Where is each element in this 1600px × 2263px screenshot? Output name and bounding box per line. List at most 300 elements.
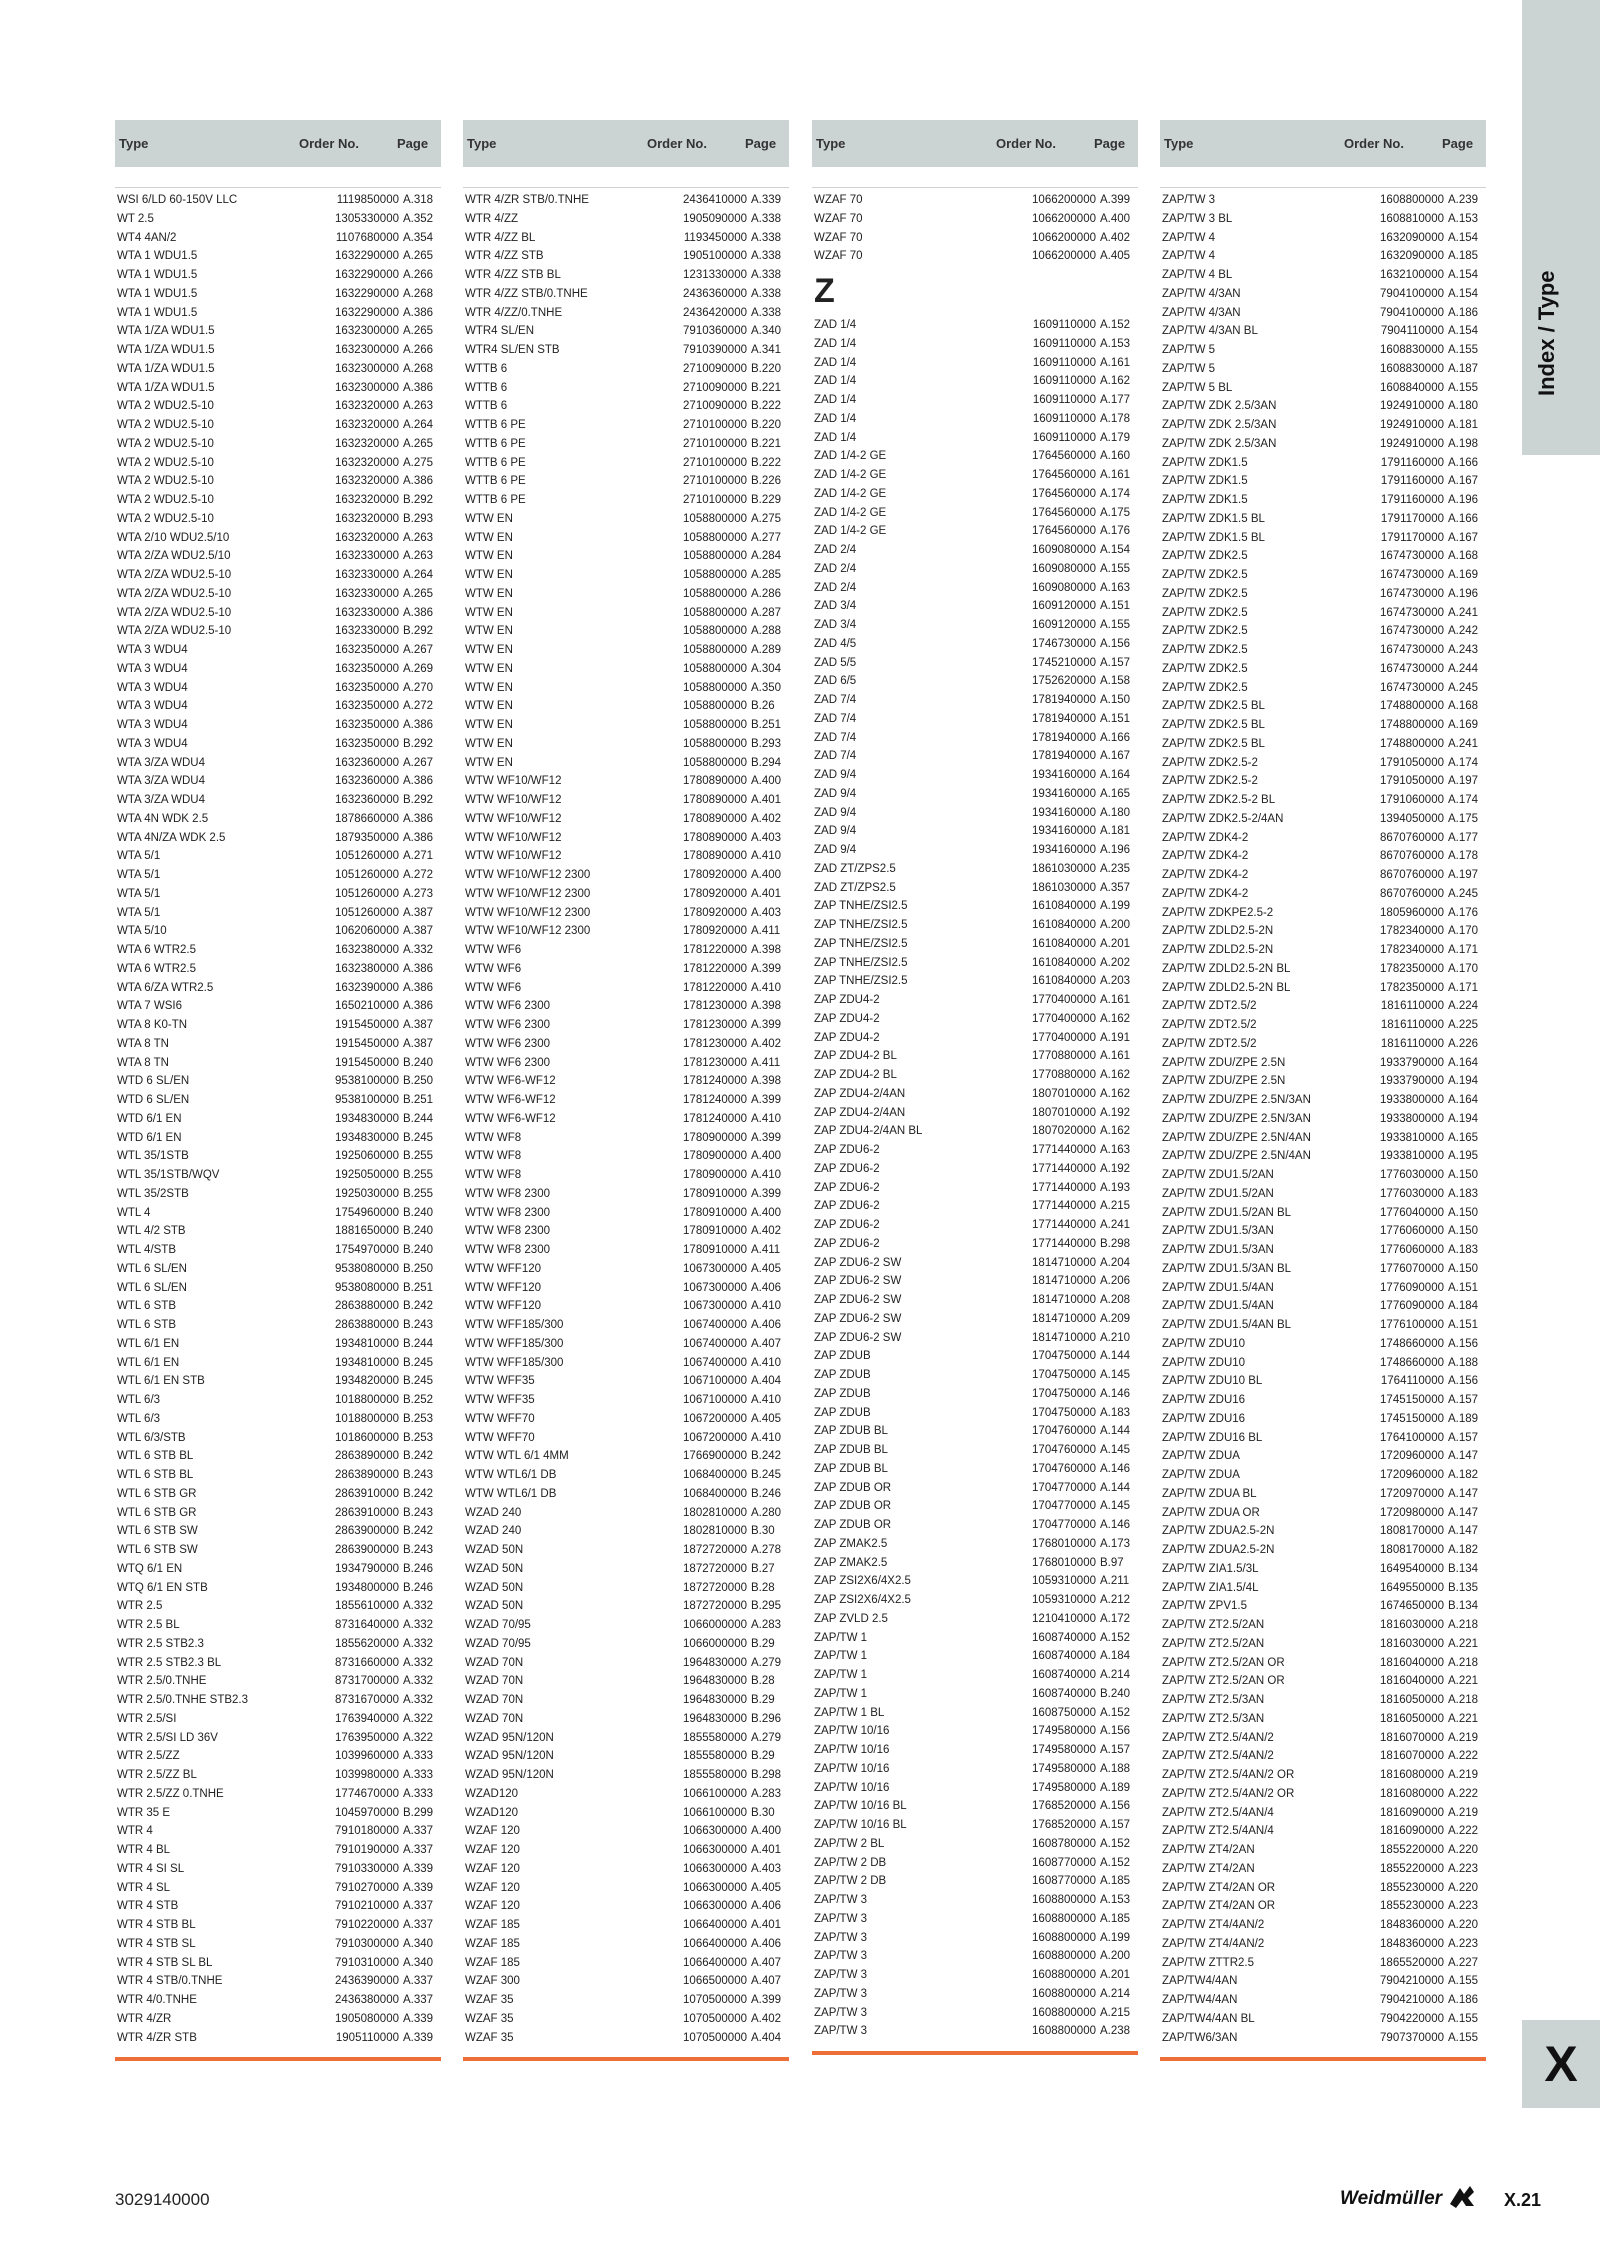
index-row (115, 1710, 441, 1729)
entry-type: ZAP ZDUB (814, 1350, 871, 1363)
entry-order-no: 1816110000 (1380, 1019, 1444, 1031)
entry-order-no: 1608740000 (1032, 1650, 1096, 1663)
index-row (812, 1929, 1138, 1948)
index-row (463, 716, 789, 735)
entry-order-no: 1934830000 (335, 1131, 399, 1144)
index-row (1160, 1691, 1486, 1710)
entry-page: A.357 (1100, 881, 1131, 894)
entry-type: WTR 2.5/SI LD 36V (117, 1731, 218, 1744)
index-row (115, 1335, 441, 1354)
entry-order-no: 1610840000 (1032, 975, 1096, 988)
index-row (812, 1179, 1138, 1198)
index-row (812, 1629, 1138, 1648)
index-row (812, 1722, 1138, 1741)
entry-type: WTA 2/ZA WDU2.5/10 (117, 550, 231, 563)
entry-page: B.220 (751, 362, 782, 375)
entry-page: A.209 (1100, 1312, 1131, 1325)
entry-order-no: 1674730000 (1380, 644, 1444, 656)
entry-order-no: 1768520000 (1032, 1819, 1096, 1831)
index-row (115, 1916, 441, 1935)
entry-type: ZAP/TW ZDUA BL (1162, 1487, 1257, 1500)
entry-page: A.227 (1448, 1956, 1479, 1969)
entry-type: WTL 6/1 EN (117, 1356, 180, 1369)
index-row (115, 885, 441, 904)
entry-order-no: 1231330000 (683, 269, 747, 281)
index-row (1160, 1054, 1486, 1073)
entry-page: A.223 (1448, 1862, 1479, 1875)
entry-type: WTR 4/ZR STB/0.TNHE (465, 194, 589, 206)
index-row (463, 2029, 789, 2048)
entry-type: ZAP/TW ZT4/2AN (1162, 1862, 1255, 1875)
entry-type: WTA 3/ZA WDU4 (117, 756, 205, 769)
entry-order-no: 1059310000 (1032, 1575, 1096, 1588)
entry-order-no: 1018800000 (335, 1412, 399, 1425)
entry-order-no: 2710090000 (683, 400, 747, 413)
index-row (1160, 435, 1486, 454)
entry-type: ZAP/TW ZDU1.5/2AN (1162, 1187, 1274, 1200)
entry-page: A.400 (751, 1825, 782, 1838)
entry-type: ZAP/TW ZDKPE2.5-2 (1162, 906, 1274, 919)
index-row (812, 1891, 1138, 1910)
entry-order-no: 1933810000 (1380, 1150, 1444, 1163)
entry-order-no: 7907370000 (1380, 2031, 1444, 2044)
entry-page: A.171 (1448, 981, 1479, 994)
entry-order-no: 1764560000 (1032, 506, 1096, 519)
index-row (1160, 1410, 1486, 1429)
entry-order-no: 1816110000 (1380, 1000, 1444, 1013)
index-row (115, 1372, 441, 1391)
index-row (1160, 622, 1486, 641)
entry-page: A.339 (403, 1862, 434, 1875)
entry-order-no: 1848360000 (1380, 1937, 1444, 1950)
entry-page: A.223 (1448, 1937, 1479, 1950)
entry-type: ZAP TNHE/ZSI2.5 (814, 956, 908, 969)
entry-page: A.146 (1100, 1519, 1131, 1531)
entry-page: A.170 (1448, 962, 1479, 975)
entry-page: A.211 (1100, 1575, 1130, 1588)
index-row (1160, 1541, 1486, 1560)
entry-type: WTL 6 STB (117, 1300, 176, 1313)
column-end-rule (1160, 2057, 1486, 2061)
entry-order-no: 1905080000 (335, 2012, 399, 2025)
entry-order-no: 1770880000 (1032, 1050, 1096, 1063)
entry-page: A.398 (751, 944, 782, 956)
index-row (115, 941, 441, 960)
index-row (463, 791, 789, 810)
entry-order-no: 1816030000 (1380, 1619, 1444, 1631)
entry-type: ZAP/TW ZDU10 BL (1162, 1375, 1263, 1388)
index-row (812, 1966, 1138, 1985)
entry-type: ZAD 2/4 (814, 581, 857, 594)
entry-page: A.304 (751, 662, 782, 675)
entry-page: B.28 (751, 1675, 775, 1688)
entry-type: WTW EN (465, 625, 513, 638)
index-row (1160, 1597, 1486, 1616)
index-row (812, 2004, 1138, 2023)
entry-order-no: 1764560000 (1032, 525, 1096, 538)
index-row (115, 2010, 441, 2029)
entry-page: B.243 (403, 1319, 434, 1331)
index-row (463, 2010, 789, 2029)
index-row (1160, 360, 1486, 379)
column-body (115, 187, 441, 2047)
entry-type: ZAP/TW 4/3AN (1162, 287, 1241, 300)
entry-type: WZAF 70 (814, 231, 863, 244)
entry-type: WTR 4 SL (117, 1881, 171, 1894)
index-row (463, 1672, 789, 1691)
entry-order-no: 8731660000 (335, 1656, 399, 1669)
entry-type: WZAF 35 (465, 2012, 514, 2025)
entry-order-no: 1781940000 (1032, 694, 1096, 706)
entry-page: A.179 (1100, 431, 1131, 444)
entry-order-no: 1780890000 (683, 831, 747, 844)
entry-order-no: 1051260000 (335, 906, 399, 919)
entry-order-no: 1808170000 (1380, 1525, 1444, 1538)
header-type: Type (816, 136, 846, 151)
entry-type: ZAP ZDUB OR (814, 1500, 892, 1513)
entry-page: A.162 (1100, 1125, 1131, 1138)
entry-page: A.169 (1448, 569, 1479, 581)
entry-order-no: 1816070000 (1380, 1750, 1444, 1763)
entry-type: WTA 2/ZA WDU2.5-10 (117, 606, 232, 619)
entry-order-no: 7910390000 (683, 344, 747, 356)
index-row (463, 1447, 789, 1466)
index-row (115, 1635, 441, 1654)
index-row (115, 435, 441, 454)
entry-order-no: 2436420000 (683, 306, 747, 319)
index-row (812, 1235, 1138, 1254)
entry-page: A.386 (403, 1000, 434, 1013)
z-entries (812, 316, 1138, 2041)
index-row (463, 1222, 789, 1241)
entry-type: WTR 4/ZZ (465, 212, 519, 225)
entry-order-no: 1749580000 (1032, 1725, 1096, 1738)
entry-type: ZAP/TW ZT2.5/2AN (1162, 1619, 1265, 1631)
entry-type: WTL 35/1STB/WQV (117, 1169, 220, 1181)
entry-type: ZAP/TW ZDK 2.5/3AN (1162, 419, 1277, 431)
entry-page: A.151 (1100, 600, 1131, 613)
index-row (812, 1366, 1138, 1385)
entry-page: B.245 (403, 1375, 434, 1388)
entry-type: ZAP/TW ZDK 2.5/3AN (1162, 400, 1277, 413)
index-row (115, 1316, 441, 1335)
entry-page: B.246 (403, 1581, 434, 1594)
entry-type: WTL 6 SL/EN (117, 1262, 187, 1275)
entry-page: A.386 (403, 381, 434, 394)
index-row (812, 391, 1138, 410)
index-row (812, 1497, 1138, 1516)
entry-order-no: 1674730000 (1380, 625, 1444, 638)
entry-order-no: 1861030000 (1032, 881, 1096, 894)
index-row (115, 210, 441, 229)
entry-type: WZAF 120 (465, 1881, 520, 1894)
entry-page: A.201 (1100, 1969, 1131, 1981)
entry-order-no: 1807010000 (1032, 1106, 1096, 1119)
index-row (1160, 585, 1486, 604)
entry-page: A.386 (403, 719, 434, 731)
entry-type: WTL 6 STB SW (117, 1525, 198, 1538)
entry-type: WTW WTL6/1 DB (465, 1487, 557, 1500)
entry-page: A.189 (1100, 1781, 1131, 1794)
index-row (115, 1222, 441, 1241)
entry-order-no: 1058800000 (683, 700, 747, 713)
entry-page: A.239 (1448, 194, 1479, 206)
entry-order-no: 1905090000 (683, 212, 747, 225)
index-side-tab (1522, 0, 1600, 455)
entry-order-no: 1610840000 (1032, 937, 1096, 950)
header-order-no: Order No. (647, 136, 707, 151)
entry-order-no: 1051260000 (335, 887, 399, 900)
index-row (115, 247, 441, 266)
entry-page: A.145 (1100, 1500, 1131, 1513)
entry-order-no: 1210410000 (1032, 1612, 1096, 1625)
entry-order-no: 1776040000 (1380, 1206, 1444, 1219)
entry-type: ZAP/TW ZT2.5/3AN (1162, 1712, 1265, 1725)
index-row (812, 1329, 1138, 1348)
entry-order-no: 1872720000 (683, 1544, 747, 1556)
entry-type: ZAP/TW ZT2.5/4AN/2 (1162, 1750, 1274, 1763)
entry-order-no: 1782350000 (1380, 962, 1444, 975)
index-row (1160, 566, 1486, 585)
entry-page: B.220 (751, 419, 782, 431)
index-row (1160, 866, 1486, 885)
entry-page: A.341 (751, 344, 782, 356)
index-row (812, 410, 1138, 429)
entry-order-no: 9538080000 (335, 1281, 399, 1294)
entry-type: ZAP/TW ZDK2.5 (1162, 644, 1248, 656)
index-row (1160, 1804, 1486, 1823)
index-row (463, 1504, 789, 1523)
entry-order-no: 1791160000 (1380, 494, 1444, 506)
entry-type: WTW WF10/WF12 (465, 850, 562, 863)
entry-type: ZAP/TW ZDLD2.5-2N (1162, 944, 1274, 956)
index-row (463, 1579, 789, 1598)
entry-page: A.332 (403, 1619, 434, 1631)
entry-type: ZAP/TW ZIA1.5/4L (1162, 1581, 1259, 1594)
index-row (812, 841, 1138, 860)
entry-order-no: 1058800000 (683, 662, 747, 675)
index-row (463, 979, 789, 998)
entry-order-no: 1632360000 (335, 794, 399, 806)
index-row (1160, 1391, 1486, 1410)
entry-page: A.386 (403, 606, 434, 619)
index-row (812, 991, 1138, 1010)
entry-order-no: 1610840000 (1032, 919, 1096, 931)
index-row (812, 1216, 1138, 1235)
index-row (463, 1241, 789, 1260)
entry-type: ZAP/TW 1 (814, 1669, 868, 1681)
entry-order-no: 1609110000 (1032, 337, 1096, 350)
entry-order-no: 1776090000 (1380, 1300, 1444, 1313)
entry-page: B.245 (403, 1356, 434, 1369)
entry-page: A.147 (1448, 1525, 1479, 1538)
entry-page: A.286 (751, 587, 782, 600)
entry-type: ZAP ZDU6-2 (814, 1200, 880, 1213)
entry-type: WTW WF6-WF12 (465, 1094, 556, 1106)
entry-order-no: 7904210000 (1380, 1975, 1444, 1988)
entry-page: A.157 (1448, 1431, 1479, 1444)
entry-order-no: 1632290000 (335, 250, 399, 263)
entry-order-no: 1058800000 (683, 550, 747, 563)
entry-type: WZAF 120 (465, 1900, 520, 1913)
entry-type: WTA 1 WDU1.5 (117, 269, 198, 281)
index-row (1160, 847, 1486, 866)
entry-order-no: 1608800000 (1380, 194, 1444, 206)
index-row (463, 547, 789, 566)
entry-page: A.399 (751, 1094, 782, 1106)
index-row (115, 1091, 441, 1110)
entry-order-no: 1058800000 (683, 756, 747, 769)
index-row (1160, 697, 1486, 716)
entry-page: A.279 (751, 1731, 782, 1744)
entry-type: WTL 6 STB BL (117, 1450, 194, 1463)
entry-page: B.221 (751, 381, 782, 394)
entry-page: A.407 (751, 1956, 782, 1969)
entry-type: ZAP/TW ZDU1.5/3AN BL (1162, 1262, 1292, 1275)
index-row (115, 660, 441, 679)
entry-order-no: 1748800000 (1380, 737, 1444, 750)
entry-page: A.174 (1448, 756, 1479, 769)
entry-type: WTW WTL 6/1 4MM (465, 1450, 569, 1463)
entry-page: A.215 (1100, 1200, 1131, 1213)
entry-type: WTR 4 STB/0.TNHE (117, 1975, 223, 1988)
index-row (1160, 1035, 1486, 1054)
index-row (463, 1147, 789, 1166)
entry-type: WTR 4/0.TNHE (117, 1994, 197, 2006)
entry-type: ZAP/TW 3 (814, 1931, 868, 1944)
entry-type: ZAP ZDU6-2 (814, 1219, 880, 1231)
index-row (463, 1091, 789, 1110)
entry-order-no: 1608800000 (1032, 1950, 1096, 1963)
entry-order-no: 1915450000 (335, 1019, 399, 1031)
brand-mark-icon (1448, 2184, 1476, 2210)
entry-order-no: 1704750000 (1032, 1350, 1096, 1363)
entry-order-no: 1066100000 (683, 1806, 747, 1819)
entry-page: A.332 (403, 1637, 434, 1650)
entry-order-no: 1608800000 (1032, 1969, 1096, 1981)
entry-type: WTQ 6/1 EN (117, 1562, 183, 1575)
entry-page: B.221 (751, 437, 782, 450)
entry-order-no: 1632290000 (335, 287, 399, 300)
entry-order-no: 1915450000 (335, 1056, 399, 1069)
entry-order-no: 1771440000 (1032, 1219, 1096, 1231)
entry-type: ZAP ZDU4-2/4AN BL (814, 1125, 923, 1138)
entry-page: A.165 (1100, 787, 1131, 800)
index-row (463, 1335, 789, 1354)
entry-order-no: 1764560000 (1032, 469, 1096, 481)
entry-order-no: 1780890000 (683, 794, 747, 806)
entry-page: A.386 (403, 306, 434, 319)
entry-page: A.151 (1448, 1319, 1479, 1331)
entry-order-no: 1066400000 (683, 1937, 747, 1950)
entry-page: B.296 (751, 1712, 782, 1725)
entry-type: ZAP/TW ZDK1.5 BL (1162, 512, 1265, 525)
entry-type: WTW WF10/WF12 2300 (465, 925, 591, 938)
entry-order-no: 1934160000 (1032, 787, 1096, 800)
entry-type: WTR 4/ZZ STB/0.TNHE (465, 287, 588, 300)
entry-type: ZAD 2/4 (814, 544, 857, 556)
header-order-no: Order No. (1344, 136, 1404, 151)
index-row (812, 1291, 1138, 1310)
index-row (463, 941, 789, 960)
entry-order-no: 1070500000 (683, 2031, 747, 2044)
index-row (812, 247, 1138, 266)
index-row (115, 1860, 441, 1879)
entry-order-no: 1764560000 (1032, 487, 1096, 500)
entry-type: WZAD 70/95 (465, 1619, 531, 1631)
entry-order-no: 1609110000 (1032, 319, 1096, 331)
entry-page: A.400 (1100, 212, 1131, 225)
entry-order-no: 1632290000 (335, 269, 399, 281)
entry-order-no: 1933810000 (1380, 1131, 1444, 1144)
index-row (463, 1654, 789, 1673)
entry-order-no: 1776090000 (1380, 1281, 1444, 1294)
section-letter-z: Z (814, 272, 835, 310)
index-row (812, 1741, 1138, 1760)
entry-type: WTW WTL6/1 DB (465, 1469, 557, 1481)
index-row (463, 1260, 789, 1279)
entry-type: WTTB 6 PE (465, 456, 526, 469)
entry-type: ZAP/TW 10/16 (814, 1744, 890, 1756)
entry-type: WTA 1/ZA WDU1.5 (117, 344, 215, 356)
entry-type: WTA 2 WDU2.5-10 (117, 419, 214, 431)
index-row (812, 1572, 1138, 1591)
entry-type: ZAD ZT/ZPS2.5 (814, 862, 896, 875)
entry-type: WTL 4/2 STB (117, 1225, 186, 1238)
entry-order-no: 1754970000 (335, 1244, 399, 1256)
entry-page: A.401 (751, 887, 782, 900)
entry-type: WTA 8 TN (117, 1037, 169, 1050)
entry-type: ZAP/TW ZT4/2AN OR (1162, 1881, 1276, 1894)
entry-type: WSI 6/LD 60-150V LLC (117, 194, 238, 206)
column-body (463, 187, 789, 2047)
index-row (463, 472, 789, 491)
index-row (812, 1160, 1138, 1179)
entry-order-no: 1934160000 (1032, 769, 1096, 781)
index-row (463, 1916, 789, 1935)
entry-page: B.29 (751, 1750, 775, 1763)
entry-order-no: 1816070000 (1380, 1731, 1444, 1744)
entry-type: WTR 4/ZZ/0.TNHE (465, 306, 563, 319)
entry-order-no: 1781940000 (1032, 712, 1096, 725)
entry-page: A.223 (1448, 1900, 1479, 1913)
entry-page: B.97 (1100, 1556, 1124, 1569)
entry-type: ZAP ZDU6-2 SW (814, 1312, 902, 1325)
entry-page: B.135 (1448, 1581, 1479, 1594)
entry-order-no: 1881650000 (335, 1225, 399, 1238)
index-row (115, 1354, 441, 1373)
entry-page: A.172 (1100, 1612, 1131, 1625)
entry-order-no: 2436380000 (335, 1994, 399, 2006)
entry-page: A.332 (403, 944, 434, 956)
entry-page: A.398 (751, 1075, 782, 1088)
index-row (463, 1466, 789, 1485)
entry-type: WTA 3 WDU4 (117, 644, 188, 656)
index-row (463, 566, 789, 585)
entry-order-no: 1039960000 (335, 1750, 399, 1763)
entry-order-no: 1925030000 (335, 1187, 399, 1200)
index-row (115, 1129, 441, 1148)
entry-type: WZAD 50N (465, 1544, 524, 1556)
entry-order-no: 1066200000 (1032, 231, 1096, 244)
index-row (812, 1460, 1138, 1479)
entry-type: ZAP/TW ZDK2.5 (1162, 550, 1248, 563)
index-row (115, 772, 441, 791)
entry-type: WZAF 185 (465, 1937, 520, 1950)
entry-type: WZAF 185 (465, 1956, 520, 1969)
index-row (463, 1935, 789, 1954)
entry-order-no: 1720960000 (1380, 1450, 1444, 1463)
